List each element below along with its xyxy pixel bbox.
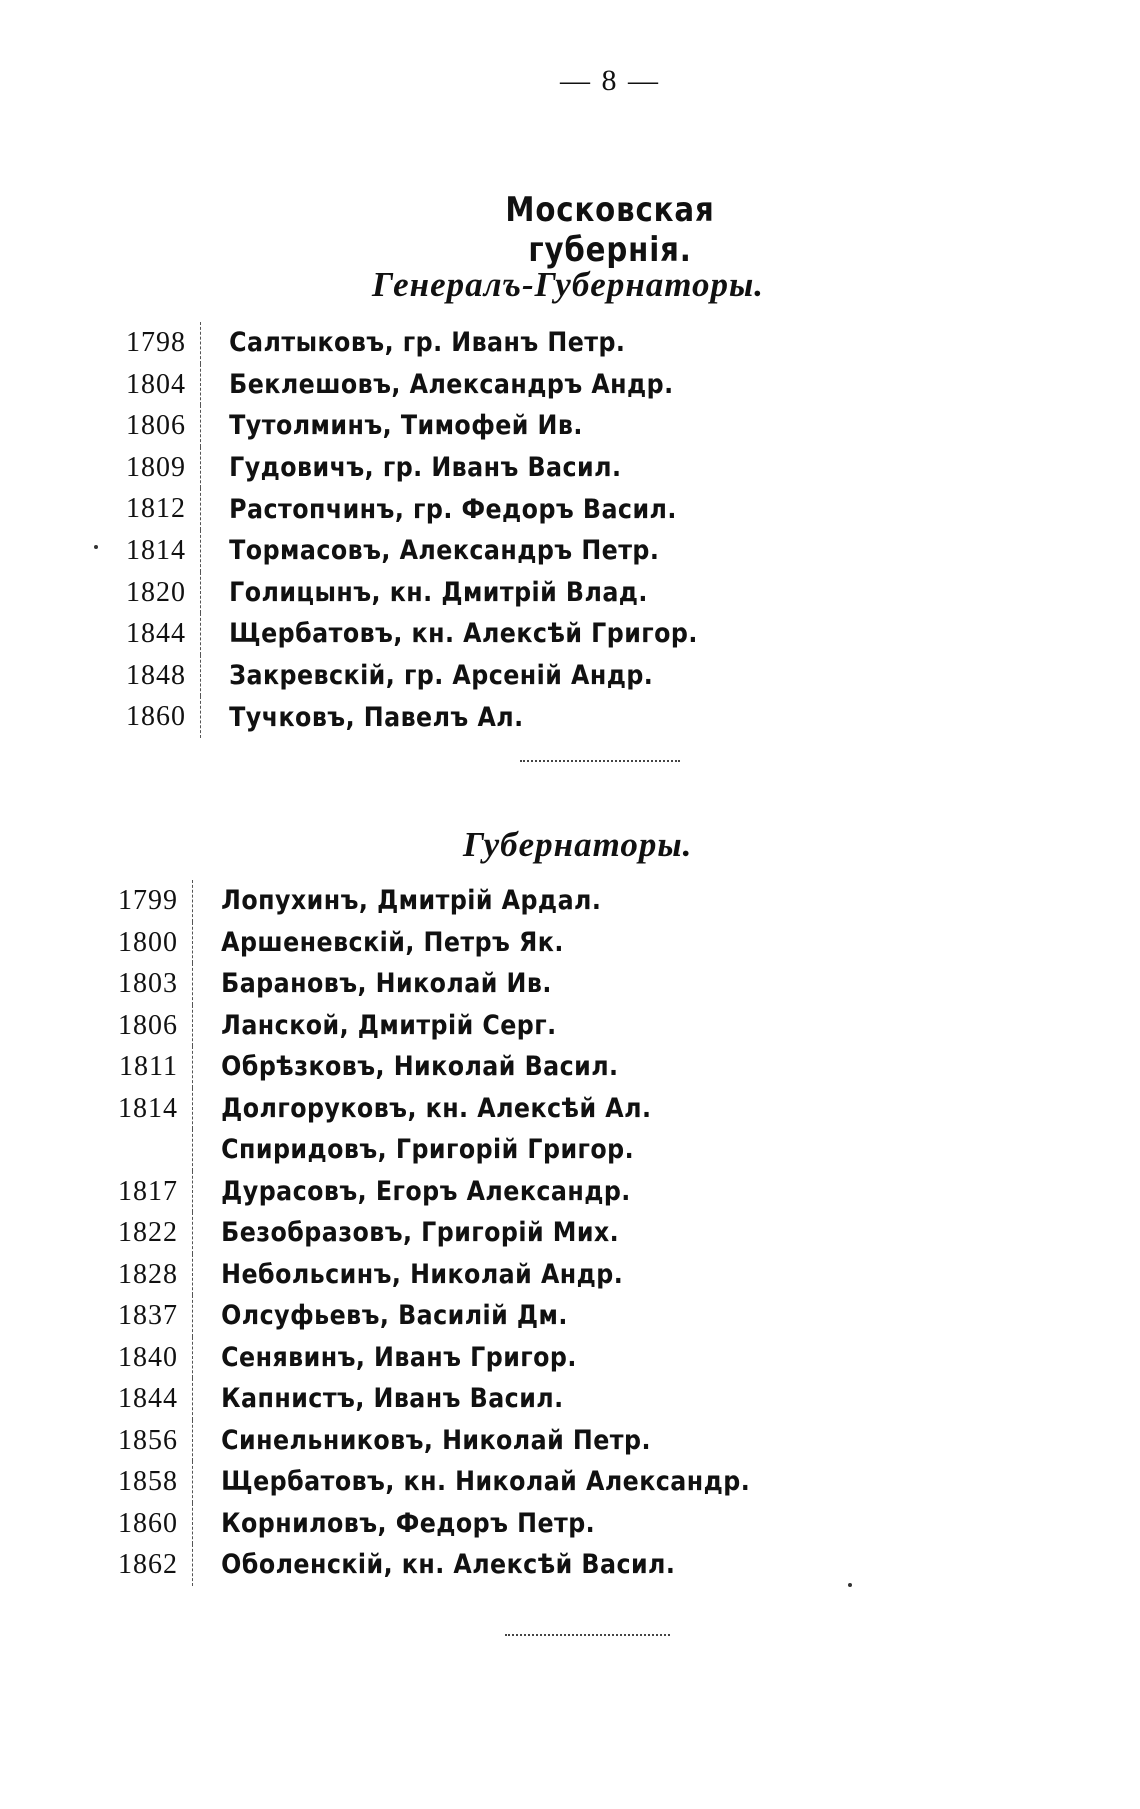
- end-divider-ornament: [505, 1628, 670, 1636]
- governors-general-list: [100, 322, 766, 738]
- entry-year: 1806: [100, 405, 201, 447]
- entry-year: [92, 1129, 193, 1171]
- entry-name: Барановъ, Николай Ив.: [221, 968, 552, 1000]
- entry-name: Тормасовъ, Александръ Петр.: [229, 535, 660, 567]
- entry-year: 1814: [100, 530, 201, 572]
- list-item: [100, 613, 766, 655]
- list-item: [92, 1171, 826, 1213]
- governors-heading: Губернаторы.: [463, 825, 693, 864]
- list-item: [92, 1005, 826, 1047]
- entry-name: Синельниковъ, Николай Петр.: [221, 1424, 651, 1456]
- entry-year: 1814: [92, 1088, 193, 1130]
- entry-year: 1820: [100, 572, 201, 614]
- entry-name: Гудовичъ, гр. Иванъ Васил.: [229, 452, 622, 484]
- list-item: [100, 572, 766, 614]
- list-item: [100, 696, 766, 738]
- entry-year: 1844: [92, 1378, 193, 1420]
- entry-name: Щербатовъ, кн. Алексѣй Григор.: [229, 618, 698, 650]
- print-speck: [848, 1583, 852, 1587]
- list-item: [92, 1420, 826, 1462]
- entry-year: 1806: [92, 1005, 193, 1047]
- list-item: [92, 1295, 826, 1337]
- list-item: [92, 1046, 826, 1088]
- entry-year: 1844: [100, 613, 201, 655]
- list-item: [92, 1088, 826, 1130]
- entry-year: 1799: [92, 880, 193, 922]
- list-item: [92, 963, 826, 1005]
- list-item: [100, 488, 766, 530]
- list-item: [100, 322, 766, 364]
- section-divider-ornament: [520, 754, 680, 762]
- entry-name: Небольсинъ, Николай Андр.: [221, 1258, 624, 1290]
- page-number: — 8 —: [560, 64, 660, 97]
- entry-year: 1840: [92, 1337, 193, 1379]
- entry-name: Обрѣзковъ, Николай Васил.: [221, 1051, 619, 1083]
- entry-name: Беклешовъ, Александръ Андр.: [229, 368, 674, 400]
- entry-name: Безобразовъ, Григорій Мих.: [221, 1217, 620, 1249]
- entry-name: Растопчинъ, гр. Федоръ Васил.: [229, 493, 677, 525]
- entry-year: 1856: [92, 1420, 193, 1462]
- entry-year: 1860: [92, 1503, 193, 1545]
- governors-list: [92, 880, 826, 1586]
- list-item: [100, 405, 766, 447]
- entry-name: Голицынъ, кн. Дмитрій Влад.: [229, 576, 648, 608]
- entry-year: 1822: [92, 1212, 193, 1254]
- list-item: [92, 1254, 826, 1296]
- list-item: [92, 1544, 826, 1586]
- entry-year: 1798: [100, 322, 201, 364]
- entry-year: 1812: [100, 488, 201, 530]
- list-item: [100, 364, 766, 406]
- entry-name: Оболенскій, кн. Алексѣй Васил.: [221, 1549, 676, 1581]
- entry-name: Олсуфьевъ, Василій Дм.: [221, 1300, 568, 1332]
- entry-name: Лопухинъ, Дмитрій Ардал.: [221, 885, 602, 917]
- entry-year: 1862: [92, 1544, 193, 1586]
- entry-year: 1828: [92, 1254, 193, 1296]
- entry-name: Тутолминъ, Тимофей Ив.: [229, 410, 583, 442]
- list-item: [92, 1129, 826, 1171]
- entry-name: Сенявинъ, Иванъ Григор.: [221, 1341, 577, 1373]
- entry-name: Дурасовъ, Егоръ Александр.: [221, 1175, 631, 1207]
- list-item: [92, 1503, 826, 1545]
- entry-name: Спиридовъ, Григорій Григор.: [221, 1134, 635, 1166]
- entry-name: Закревскій, гр. Арсеній Андр.: [229, 660, 654, 692]
- print-speck: [94, 545, 98, 549]
- list-item: [92, 922, 826, 964]
- entry-name: Аршеневскій, Петръ Як.: [221, 926, 564, 958]
- province-title: Московская губернія.: [505, 190, 715, 270]
- list-item: [100, 447, 766, 489]
- entry-name: Корниловъ, Федоръ Петр.: [221, 1507, 596, 1539]
- entry-name: Капнистъ, Иванъ Васил.: [221, 1383, 564, 1415]
- entry-name: Долгоруковъ, кн. Алексѣй Ал.: [221, 1092, 652, 1124]
- entry-year: 1817: [92, 1171, 193, 1213]
- entry-year: 1804: [100, 364, 201, 406]
- entry-name: Щербатовъ, кн. Николай Александр.: [221, 1466, 751, 1498]
- list-item: [92, 1461, 826, 1503]
- list-item: [92, 1337, 826, 1379]
- entry-name: Ланской, Дмитрій Серг.: [221, 1009, 557, 1041]
- list-item: [92, 1378, 826, 1420]
- entry-year: 1860: [100, 696, 201, 738]
- entry-year: 1848: [100, 655, 201, 697]
- entry-year: 1809: [100, 447, 201, 489]
- entry-name: Салтыковъ, гр. Иванъ Петр.: [229, 327, 626, 359]
- entry-year: 1837: [92, 1295, 193, 1337]
- list-item: [100, 530, 766, 572]
- entry-name: Тучковъ, Павелъ Ал.: [229, 701, 524, 733]
- entry-year: 1858: [92, 1461, 193, 1503]
- entry-year: 1800: [92, 922, 193, 964]
- list-item: [100, 655, 766, 697]
- governors-general-heading: Генералъ-Губернаторы.: [372, 265, 765, 304]
- list-item: [92, 880, 826, 922]
- list-item: [92, 1212, 826, 1254]
- entry-year: 1811: [92, 1046, 193, 1088]
- entry-year: 1803: [92, 963, 193, 1005]
